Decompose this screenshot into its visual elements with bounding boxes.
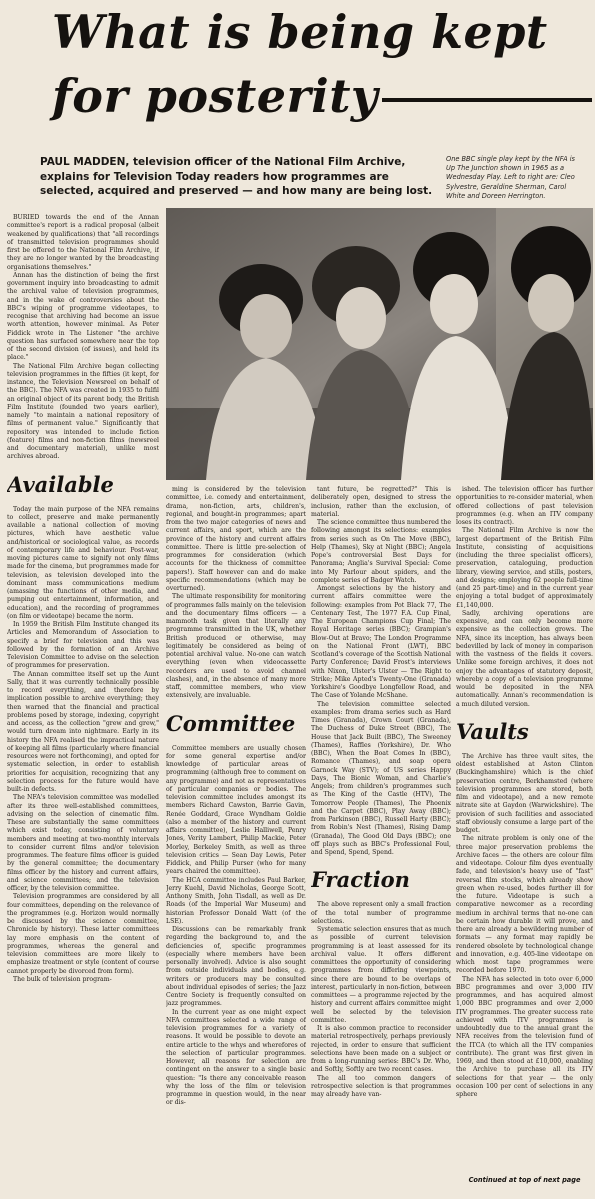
column-2-paragraph: The HCA committee includes Paul Barker, Jerry Kuehl, David Nicholas, George Scott, Anthony Smith, John Tisdall, as well as Dr. Roads (of the Imperial War Museum) and historian Professor Donald Watt (of the LSE). bbox=[166, 876, 306, 925]
standfirst-text: television officer of the National Film Archive, explains for Television Today readers how programmes are selected, acquired and preserved — and how many are being lost. bbox=[40, 156, 433, 197]
column-3-paragraph: tant future, be regretted?" This is deliberately open, designed to stress the inclusion, rather than the exclusion, of material. bbox=[311, 486, 451, 518]
standfirst bbox=[40, 155, 440, 199]
column-4 bbox=[456, 486, 593, 1199]
photo-caption: One BBC single play kept by the NFA is Up The Junction shown in 1965 as a Wednesday Play. Left to right are: Cleo Sylvestre, Geraldine Sherman, Carol White and Doreen Herrington. bbox=[446, 155, 575, 200]
column-1-paragraph: The Annan committee itself set up the Aunt Sally, that it was currently technically possible to record everything, and therefore by implication possible to archive everything; they then warned that the financial and practical problems posed by storage, indexing, copyright and access, as the collection "grew and grew," would turn dream into nightmare. Early in its history the NFA realised the impractical nature of keeping all films (particularly where financial resources were not forthcoming), and opted for systematic selection, in order to establish priorities for acquisition, recognizing that any selection process for the future would have built-in defects. bbox=[7, 670, 159, 793]
subhead-fraction: Fraction bbox=[311, 867, 410, 893]
photo-illustration bbox=[166, 208, 593, 480]
column-4-paragraph: The National Film Archive is now the largest department of the British Film Institute, consisting of acquisitions (including the three specialist officers), preservation, cataloguing, production library, viewing service, and stills, posters, and designs; employing 62 people full-time (and 25 part-time) and in the current year enjoying a total budget of approximately £1,140,000. bbox=[456, 527, 593, 609]
column-3 bbox=[311, 486, 451, 1199]
subhead-committee: Committee bbox=[166, 710, 296, 736]
column-1 bbox=[7, 214, 159, 1199]
subhead-available: Available bbox=[7, 471, 114, 497]
column-1-paragraph: The bulk of television program- bbox=[13, 975, 112, 983]
headline-rule bbox=[382, 98, 592, 102]
column-1-paragraph: In 1959 the British Film Institute changed its Articles and Memorandum of Association to specify a brief for television and this was followed by the formation of an Archive Television Committee to advise on the selection of programmes for preservation. bbox=[7, 621, 159, 670]
headline-line-1: What is being kept bbox=[52, 5, 548, 59]
column-2 bbox=[166, 486, 306, 1199]
column-2-paragraph: In the current year as one might expect NFA committees selected a wide range of television programmes for a variety of reasons. It would be possible to devote an entire article to the whys and wherefores of the selection of particular programmes. However, all reasons for selection are contingent on the answer to a single basic question: "Is there any conceivable reason why the loss of the film or television programme in question would, in the near or dis- bbox=[166, 1008, 306, 1107]
column-3-paragraph: Amongst selections by the history and current affairs committee were the following: examples from Pot Black 77, The Centenary Test, The 1977 F.A. Cup Final, The European Champions Cup Final; The Royal Heritage series (BBC); Grampian's Blow-Out at Bravo; The London Programme on the National Front (LWT), BBC Scotland's coverage of the Scottish National Party Conference; David Frost's interviews with Nixon, Ulster's Ulster — The Right to Strike; Mike Apted's Twenty-One (Granada) Yorkshire's Goodbye Longfellow Road, and The Case of Yolande McShane. bbox=[311, 585, 451, 700]
column-4-paragraph: The NFA has selected in toto over 6,000 BBC programmes and over 3,000 ITV programmes, and has acquired almost 1,000 BBC programmes and over 2,000 ITV programmes. The greater success rate achieved with ITV programmes is undoubtedly due to the annual grant the NFA receives from the television fund of the ITCA (to which all the ITV companies contribute). The grant was first given in 1969, and then stood at £10,000, enabling the Archive to purchase all its ITV selections for that year — the only occasion 100 per cent of selections in any sphere bbox=[456, 975, 593, 1098]
column-3-paragraph: The all too common dangers of retrospective selection is that programmes may already have van- bbox=[311, 1074, 451, 1098]
column-1-paragraph: BURIED towards the end of the Annan committee's report is a radical proposal (albeit weakened by qualifications) that "all recordings of transmitted television programmes should first be offered to the National Film Archive, if they are no longer wanted by the broadcasting organisations themselves." bbox=[7, 214, 159, 271]
column-3-paragraph: It is also common practice to reconsider material retrospectively, perhaps previously rejected, in order to ensure that sufficient selections have been made on a subject or from a long-running series: BBC's Dr. Who, and Softly, Softly are two recent cases. bbox=[311, 1025, 451, 1074]
column-4-paragraph: ished. The television officer has further opportunities to re-consider material, when offered collections of past television programmes (e.g. when an ITV company loses its contract). bbox=[456, 486, 593, 526]
headline-line-2: for posterity bbox=[52, 69, 379, 123]
continued-note: Continued at top of next page bbox=[468, 1176, 581, 1184]
column-1-paragraph: The National Film Archive began collecting television programmes in the fifties (it kept, for instance, the Television Newsreel on behalf of the BBC). The NFA was created in 1935 to fulfil an original object of its parent body, the British Film Institute (founded two years earlier), namely "to maintain a national repository of films of permanent value." Significantly that repository was intended to include fiction (feature) films and non-fiction films (newsreel and documentary material), unlike most archives abroad. bbox=[7, 362, 159, 461]
column-3-paragraph: The above represent only a small fraction of the total number of programme selections. bbox=[311, 901, 451, 925]
subhead-vaults: Vaults bbox=[456, 718, 529, 744]
column-3-paragraph: Systematic selection ensures that as much as possible of current television programming is at least assessed for its archival value. It offers different committees the opportunity of considering programmes from differing viewpoints, since there are bound to be overlaps of interest, particularly in non-fiction, between committees — a programme rejected by the history and current affairs committee might well be selected by the television committee. bbox=[311, 926, 451, 1024]
column-3-paragraph: The television committee selected examples: from drama series such as Hard Times (Granada), Crown Court (Granada), The Duchess of Duke Street (BBC), The House that Jack Built (BBC), The Sweeney (Thames), Raffles (Yorkshire), Dr. Who (BBC), When the Boat Comes In (BBC), Romance (Thames), and soap opera Garnock Way (STV); of US series Happy Days, The Bionic Woman, and Charlie's Angels; from children's programmes such as The King of the Castle (HTV), The Tomorrow People (Thames), The Phoenix and the Carpet (BBC), Play Away (BBC); from Parkinson (BBC), Russell Harty (BBC); from Robin's Nest (Thames), Rising Damp (Granada), The Good Old Days (BBC); one off plays such as BBC's Professional Foul, and Spend, Spend, Spend. bbox=[311, 700, 451, 856]
column-2-paragraph: Discussions can be remarkably frank regarding the background to, and the deficiencies of, specific programmes (especially where members have been personally involved). Advice is also sought from outside individuals and bodies, e.g. writers or producers may be consulted about individual episodes of series; the Jazz Centre Society is frequently consulted on jazz programmes. bbox=[166, 926, 306, 1008]
column-4-paragraph: The Archive has three vault sites, the oldest established at Aston Clinton (Buckinghamshire) which is the chief preservation centre, Berkhamsted (where television programmes are stored, both film and videotape), and a new remote nitrate site at Gaydon (Warwickshire). The provision of such facilities and associated staff obviously consume a large part of the budget. bbox=[456, 752, 593, 834]
photo-up-the-junction bbox=[166, 208, 593, 480]
column-2-paragraph: The ultimate responsibility for monitoring of programmes falls mainly on the television and the documentary films officers — a mammoth task given that literally any programme transmitted in the UK, whether British produced or otherwise, may legitimately be considered as being of potential archival value. No-one can watch everything (even when videocassette recorders are used to avoid channel clashes), and, in the absence of many more staff, committee members, who view extensively, are invaluable. bbox=[166, 593, 306, 700]
column-3-paragraph: The science committee thus numbered the following amongst its selections: examples from series such as On The Move (BBC), Help (Thames), Sky at Night (BBC); Angela Pope's controversial Best Days for Panorama; Anglia's Survival Special: Come into My Parlour about spiders, and the complete series of Badger Watch. bbox=[311, 519, 451, 584]
headline bbox=[52, 0, 592, 128]
column-1-paragraph: Television programmes are considered by all four committees, depending on the relevance of the programmes (e.g. Horizon would normally be discussed by the science committee, Chronicle by history). These latter committees lay more emphasis on the content of programmes, whereas the general and television committees are more likely to emphasize treatment or style (content of course cannot properly be divorced from form). bbox=[7, 893, 159, 975]
column-1-paragraph: Annan has the distinction of being the first government inquiry into broadcasting to admit the archival value of television programmes, and in the wake of controversies about the BBC's wiping of programme videotapes, to recognise that archiving had become an issue worth attention, however minimal. As Peter Fiddick wrote in The Listener "the archive question has surfaced somewhere near the top of the second division (of issues), and held its place." bbox=[7, 271, 159, 362]
column-1-paragraph: Today the main purpose of the NFA remains to collect, preserve and make permanently available a national collection of moving pictures, which have aesthetic value and/historical or sociological value, as records of contemporary life and behaviour. Post-war, moving pictures came to signify not only films made for the cinema, but programmes made for television, as television developed into the dominant mass communications medium (amassing the functions of other media, and pumping out entertainment, information, and education), and the recording of programmes (on film or videotape) became the norm. bbox=[7, 505, 159, 620]
standfirst-author: PAUL MADDEN, bbox=[40, 156, 130, 168]
column-2-paragraph: ming is considered by the television committee, i.e. comedy and entertainment, drama, non-fiction, arts, children's, regional, and bought-in programmes; apart from the two major categories of news and current affairs, and sport, which are the province of the history and current affairs committee. There is little pre-selection of programmes for consideration (which accounts for the thickness of committee papers!). Staff however can and do make specific recommendations (which may be overturned). bbox=[166, 486, 306, 592]
column-4-paragraph: Sadly, archiving operations are expensive, and can only become more expensive as the collection grows. The NFA, since its inception, has always been bedevilled by lack of money in comparison with the vastness of the fields it covers. Unlike some foreign archives, it does not enjoy the advantages of statutory deposit, whereby a copy of a television programme would be deposited in the NFA automatically. Annan's recommendation is a much diluted version. bbox=[456, 609, 593, 708]
headline-line-2-row bbox=[52, 64, 592, 128]
column-4-paragraph: The nitrate problem is only one of the three major preservation problems the Archive faces — the others are colour film and videotape. Colour film dyes eventually fade, and television's heavy use of "fast" reversal film stocks, which already show green when re-used, bodes further ill for the future. Videotape is such a comparative newcomer as a recording medium in archival terms that no-one can be certain how durable it will prove, and there are already a bewildering number of formats — any format may rapidly be rendered obsolete by technological change and innovation, e.g. 405-line videotape on which most tape programmes were recorded before 1970. bbox=[456, 835, 593, 975]
column-1-paragraph: The NFA's television committee was modelled after its three well-established committees, advising on the selection of cinematic film. These are substantially the same committees which exist today, consisting of voluntary members and meeting at two-monthly intervals to consider current films and/or television programmes. The feature films officer is guided by the general committee; the documentary films officer by the history and current affairs, and science committees; and the television officer, by the television committee. bbox=[7, 794, 159, 892]
column-2-paragraph: Committee members are usually chosen for some general expertise and/or knowledge of particular areas of programming (although free to comment on any programme) and not as representatives of particular companies or bodies. The television committee includes amongst its members Richard Cawston, Barrie Gavin, Renée Goddard, Grace Wyndham Goldie (also a member of the history and current affairs committee), Leslie Halliwell, Penry Jones, Verity Lambert, Philip Mackie, Peter Morley, Berkeley Smith, as well as three television critics — Sean Day Lewis, Peter Fiddick, and Philip Purser (who for many years chaired the committee). bbox=[166, 744, 306, 876]
